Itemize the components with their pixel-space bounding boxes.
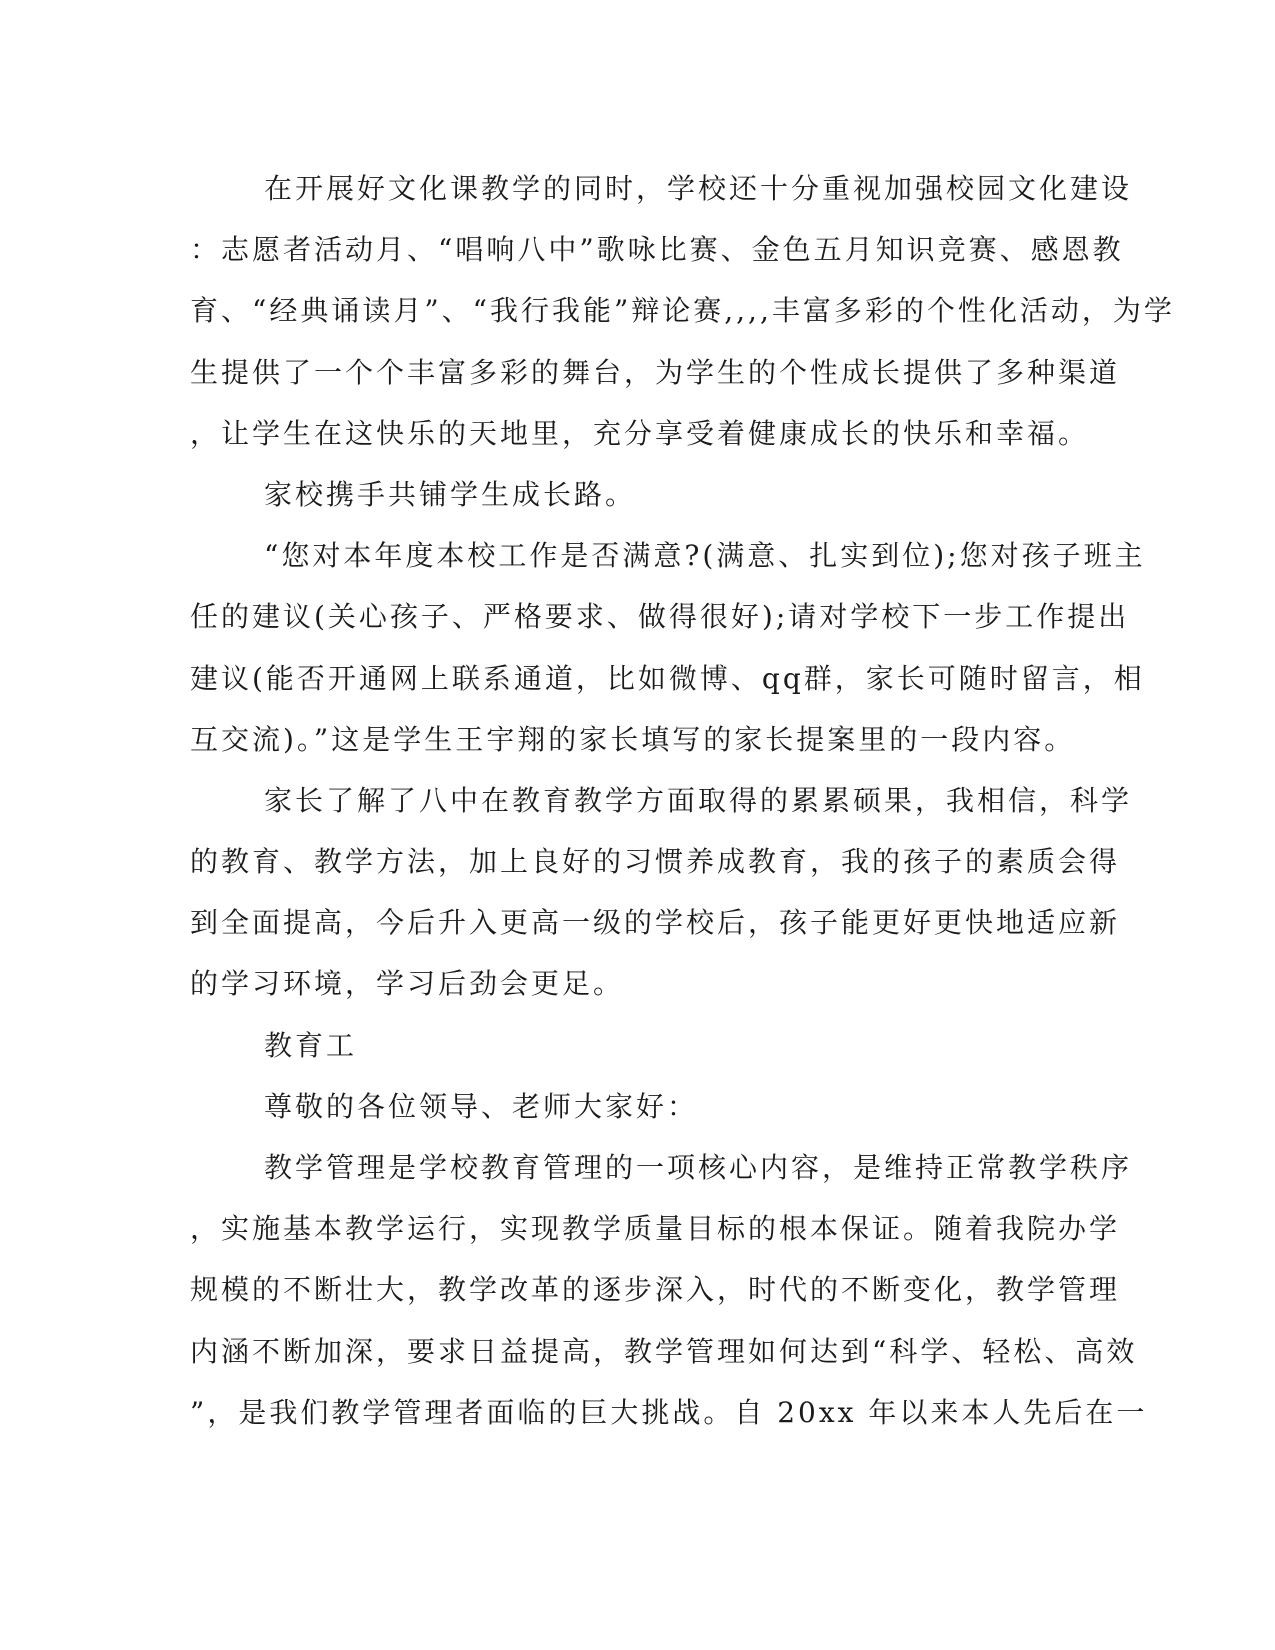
text-line: 家长了解了八中在教育教学方面取得的累累硕果，我相信，科学 xyxy=(264,783,1133,817)
text-line: 在开展好文化课教学的同时，学校还十分重视加强校园文化建设 xyxy=(264,172,1133,205)
text-line: 教学管理是学校教育管理的一项核心内容，是维持正常教学秩序 xyxy=(264,1151,1133,1184)
text-line: “您对本年度本校工作是否满意?(满意、扎实到位);您对孩子班主 xyxy=(264,539,1146,573)
text-line: 任的建议(关心孩子、严格要求、做得很好);请对学校下一步工作提出 xyxy=(190,600,1130,634)
text-line: 生提供了一个个丰富多彩的舞台，为学生的个性成长提供了多种渠道 xyxy=(190,355,1121,389)
text-line: 育、“经典诵读月”、“我行我能”辩论赛,,,,丰富多彩的个性化活动，为学 xyxy=(190,294,1175,328)
section-heading: 教育工 xyxy=(264,1028,358,1062)
text-line: 的学习环境，学习后劲会更足。 xyxy=(190,967,625,1001)
text-line: 的教育、教学方法，加上良好的习惯养成教育，我的孩子的素质会得 xyxy=(190,845,1121,879)
text-line: 建议(能否开通网上联系通道，比如微博、qq群，家长可随时留言，相 xyxy=(190,661,1145,695)
text-line: ，实施基本教学运行，实现教学质量目标的根本保证。随着我院办学 xyxy=(190,1212,1121,1246)
text-line: ”，是我们教学管理者面临的巨大挑战。自 20xx 年以来本人先后在一 xyxy=(190,1395,1148,1429)
salutation: 尊敬的各位领导、老师大家好： xyxy=(264,1089,699,1123)
text-line: 互交流)。”这是学生王宇翔的家长填写的家长提案里的一段内容。 xyxy=(190,722,1076,756)
text-line: 家校携手共铺学生成长路。 xyxy=(264,477,637,511)
text-line: 到全面提高，今后升入更高一级的学校后，孩子能更好更快地适应新 xyxy=(190,906,1121,940)
text-line: ：志愿者活动月、“唱响八中”歌咏比赛、金色五月知识竞赛、感恩教 xyxy=(190,233,1124,267)
text-line: ，让学生在这快乐的天地里，充分享受着健康成长的快乐和幸福。 xyxy=(190,416,1090,450)
text-line: 规模的不断壮大，教学改革的逐步深入，时代的不断变化，教学管理 xyxy=(190,1273,1121,1307)
text-line: 内涵不断加深，要求日益提高，教学管理如何达到“科学、轻松、高效 xyxy=(190,1334,1138,1368)
document-body xyxy=(190,158,1175,1443)
